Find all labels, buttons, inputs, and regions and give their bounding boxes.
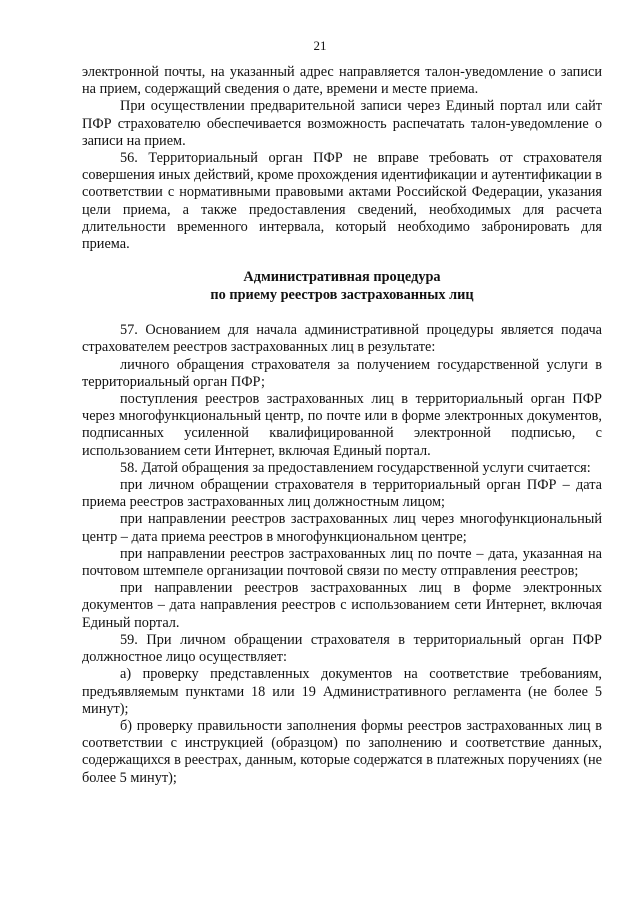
paragraph: При осуществлении предварительной записи через Единый портал или сайт ПФР страхователю обеспечивается возможность распечатать талон-уведомление о записи на прием. (82, 98, 602, 149)
page-number: 21 (313, 38, 327, 53)
paragraph: электронной почты, на указанный адрес направляется талон-уведомление о записи на прием, содержащий сведения о дате, времени и месте приема. (82, 64, 602, 98)
section-heading-line: по приему реестров застрахованных лиц (210, 286, 474, 303)
paragraph: при личном обращении страхователя в территориальный орган ПФР – дата приема реестров застрахованных лиц должностным лицом; (82, 477, 602, 511)
document-body (82, 64, 602, 787)
section-heading (82, 269, 602, 304)
paragraph: 59. При личном обращении страхователя в территориальный орган ПФР должностное лицо осуществляет: (82, 631, 602, 666)
section-heading-line: Административная процедура (243, 269, 441, 286)
paragraph: при направлении реестров застрахованных лиц по почте – дата, указанная на почтовом штемпеле организации почтовой связи по месту отправления реестров; (82, 545, 602, 580)
paragraph: при направлении реестров застрахованных лиц через многофункциональный центр – дата приема реестров в многофункциональном центре; (82, 511, 602, 545)
paragraph: 58. Датой обращения за предоставлением государственной услуги считается: (120, 459, 591, 476)
paragraph: 57. Основанием для начала административной процедуры является подача страхователем реестров застрахованных лиц в результате: (82, 322, 602, 356)
paragraph: 56. Территориальный орган ПФР не вправе требовать от страхователя совершения иных действий, кроме прохождения идентификации и аутентификации в соответствии с нормативными правовыми актами Российской Федерации, указания цели приема, а также предоставления сведений, необходимых для расчета длительности временного интервала, который необходимо забронировать для приема. (82, 150, 602, 253)
paragraph: при направлении реестров застрахованных лиц в форме электронных документов – дата направления реестров с использованием сети Интернет, включая Единый портал. (82, 580, 602, 631)
paragraph: а) проверку представленных документов на соответствие требованиям, предъявляемым пунктами 18 или 19 Административного регламента (не более 5 минут); (82, 666, 602, 717)
paragraph: б) проверку правильности заполнения формы реестров застрахованных лиц в соответствии с инструкцией (образцом) по заполнению и соответствие данных, содержащихся в реестрах, данным, которые содержатся в платежных поручениях (не более 5 минут); (82, 717, 602, 786)
paragraph: личного обращения страхователя за получением государственной услуги в территориальный орган ПФР; (82, 356, 602, 390)
paragraph: поступления реестров застрахованных лиц в территориальный орган ПФР через многофункциональный центр, по почте или в форме электронных документов, подписанных усиленной квалифицированной электронной подписью, с использованием сети Интернет, включая Единый портал. (82, 391, 602, 459)
